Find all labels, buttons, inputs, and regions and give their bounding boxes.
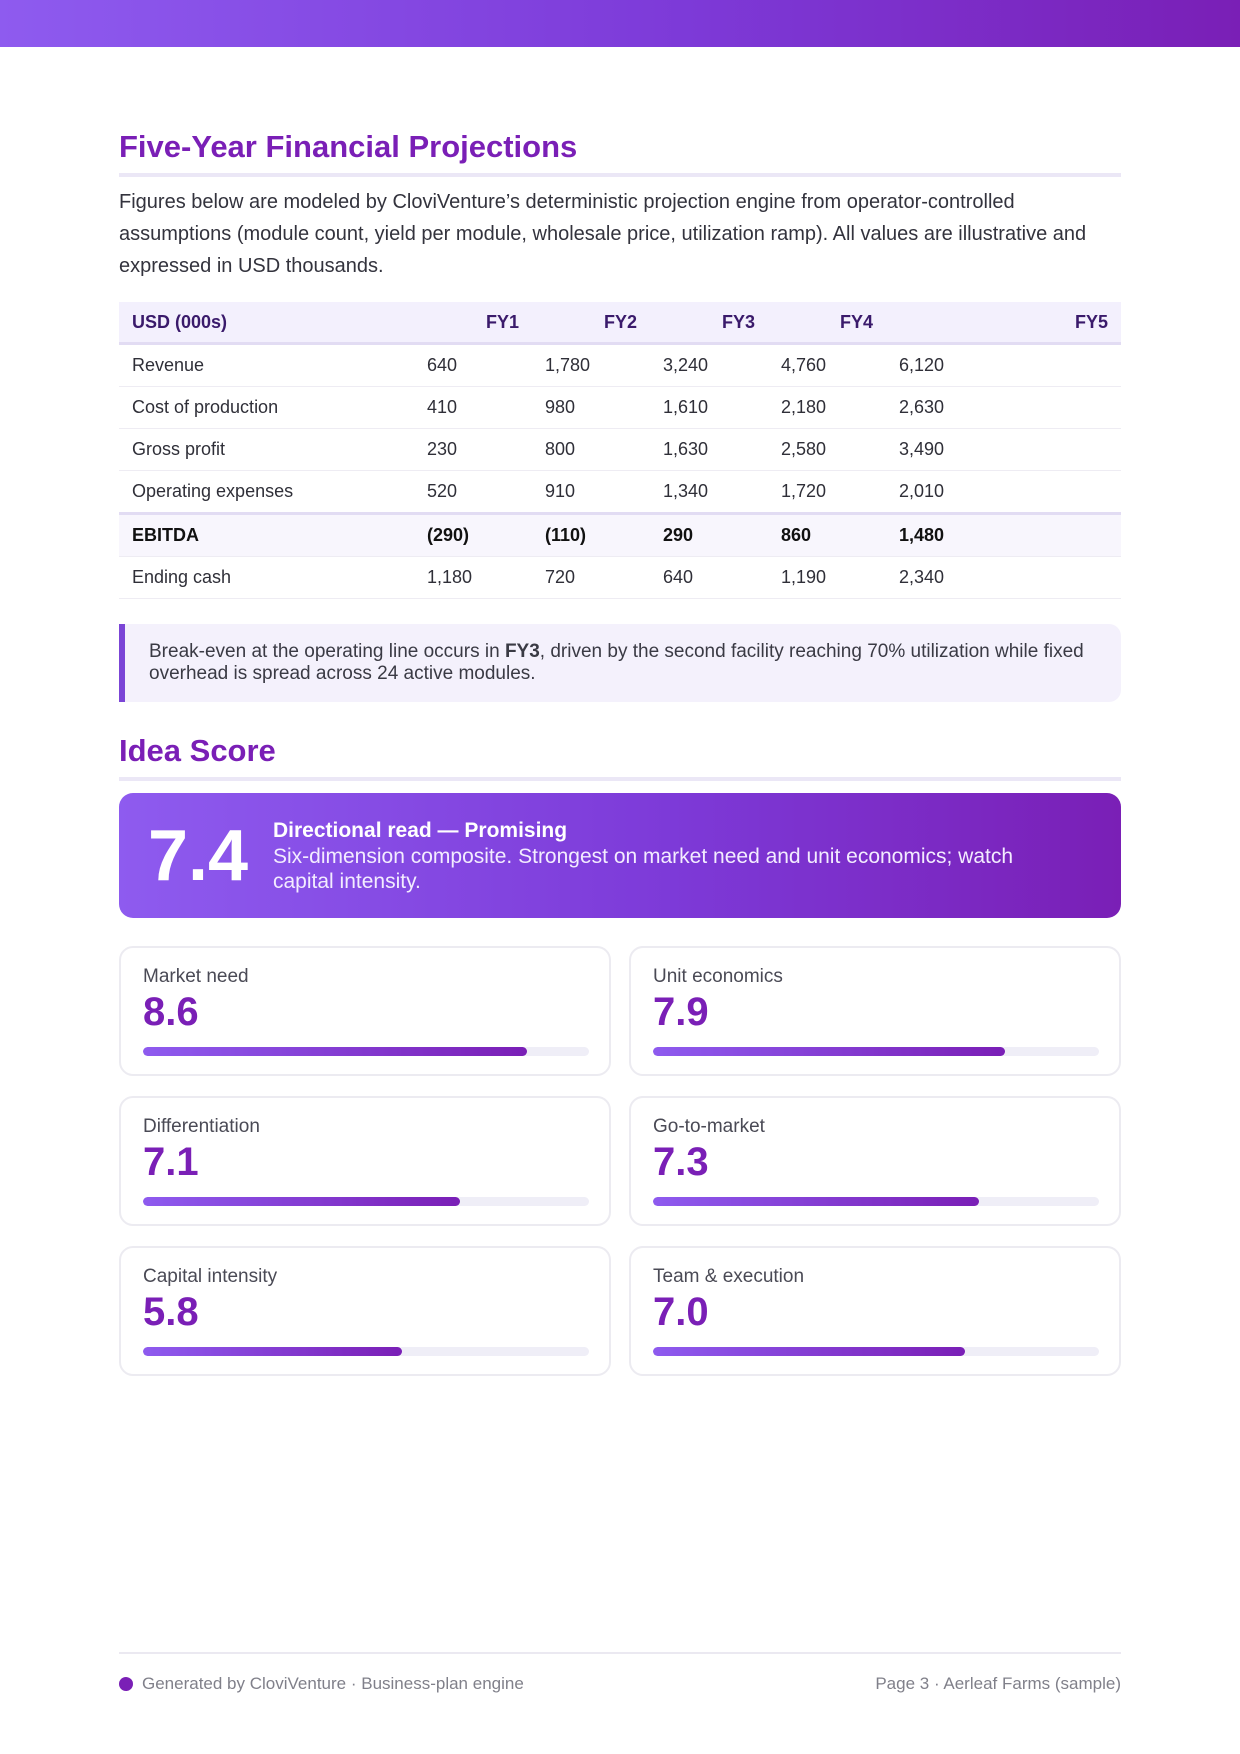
page-footer: [119, 1652, 1121, 1694]
cell-value: 6,120: [886, 344, 1121, 387]
table-row: [119, 387, 1121, 429]
table-row: [119, 557, 1121, 599]
score-bar-fill: [143, 1047, 527, 1056]
row-label: Revenue: [119, 344, 414, 387]
cell-value: 860: [768, 514, 886, 557]
overall-score-headline: Directional read — Promising: [273, 819, 568, 842]
score-bar-fill: [143, 1347, 402, 1356]
financials-intro: Figures below are modeled by CloviVenture’s deterministic projection engine from operator-controlled assumptions (module count, yield per module, wholesale price, utilization ramp). All values are illustrative and expressed in USD thousands.: [119, 191, 1087, 277]
score-bar-fill: [143, 1197, 460, 1206]
column-header-fy3: FY3: [650, 302, 768, 344]
score-card-value: 7.0: [653, 1290, 709, 1334]
score-card-value: 8.6: [143, 990, 199, 1034]
cell-value: 1,190: [768, 557, 886, 599]
column-header-fy1: FY1: [414, 302, 532, 344]
cell-value: 1,780: [532, 344, 650, 387]
overall-score-summary: Six-dimension composite. Strongest on market need and unit economics; watch capital intensity.: [273, 845, 1014, 893]
cell-value: (110): [532, 514, 650, 557]
cell-value: 640: [414, 344, 532, 387]
table-row: [119, 344, 1121, 387]
cell-value: 800: [532, 429, 650, 471]
callout-text-before: Break-even at the operating line occurs in: [149, 641, 505, 662]
callout-highlight: FY3: [504, 641, 540, 662]
cell-value: 2,340: [886, 557, 1121, 599]
score-card-value: 7.9: [653, 990, 709, 1034]
brand-dot-icon: [119, 1677, 133, 1691]
column-header-metric: USD (000s): [119, 302, 414, 344]
table-row: [119, 471, 1121, 514]
score-bar-track: [143, 1347, 589, 1356]
overall-score-banner: [119, 793, 1121, 918]
row-label: Gross profit: [119, 429, 414, 471]
score-bar-fill: [653, 1047, 1005, 1056]
score-bar-fill: [653, 1197, 979, 1206]
cell-value: 2,580: [768, 429, 886, 471]
row-label: Operating expenses: [119, 471, 414, 514]
score-bar-track: [143, 1197, 589, 1206]
footer-left: [119, 1674, 524, 1694]
overall-score-value: 7.4: [148, 816, 249, 896]
cell-value: 2,010: [886, 471, 1121, 514]
score-bar-track: [653, 1047, 1099, 1056]
score-card-value: 5.8: [143, 1290, 199, 1334]
financials-title: Five-Year Financial Projections: [119, 127, 1121, 177]
table-header-row: [119, 302, 1121, 344]
column-header-fy5: FY5: [886, 302, 1121, 344]
callout-text-after: , driven by the second facility reaching 70% utilization while fixed overhead is spread across 24 active modules.: [149, 641, 1084, 684]
row-label: EBITDA: [119, 514, 414, 557]
cell-value: 1,720: [768, 471, 886, 514]
score-card-capital-intensity: [119, 1246, 611, 1376]
cell-value: 1,630: [650, 429, 768, 471]
break-even-callout: [119, 624, 1121, 702]
score-bar-track: [143, 1047, 589, 1056]
cell-value: (290): [414, 514, 532, 557]
top-accent-band: [0, 0, 1240, 47]
column-header-fy4: FY4: [768, 302, 886, 344]
idea-score-title: Idea Score: [119, 731, 1121, 781]
cell-value: 1,610: [650, 387, 768, 429]
cell-value: 3,490: [886, 429, 1121, 471]
score-card-team-execution: [629, 1246, 1121, 1376]
row-label: Ending cash: [119, 557, 414, 599]
score-card-label: Team & execution: [653, 1266, 805, 1287]
score-card-label: Unit economics: [653, 966, 783, 987]
score-card-label: Differentiation: [143, 1116, 260, 1137]
score-card-label: Go-to-market: [653, 1116, 765, 1137]
cell-value: 410: [414, 387, 532, 429]
cell-value: 290: [650, 514, 768, 557]
financial-projections-table: [119, 302, 1121, 599]
score-card-value: 7.1: [143, 1140, 199, 1184]
cell-value: 2,630: [886, 387, 1121, 429]
cell-value: 1,340: [650, 471, 768, 514]
cell-value: 4,760: [768, 344, 886, 387]
score-card-value: 7.3: [653, 1140, 709, 1184]
cell-value: 1,480: [886, 514, 1121, 557]
score-dimensions-grid: [119, 946, 1121, 1378]
cell-value: 3,240: [650, 344, 768, 387]
row-label: Cost of production: [119, 387, 414, 429]
cell-value: 230: [414, 429, 532, 471]
score-bar-track: [653, 1347, 1099, 1356]
cell-value: 980: [532, 387, 650, 429]
cell-value: 520: [414, 471, 532, 514]
cell-value: 1,180: [414, 557, 532, 599]
score-bar-fill: [653, 1347, 965, 1356]
column-header-fy2: FY2: [532, 302, 650, 344]
table-row: [119, 429, 1121, 471]
score-card-differentiation: [119, 1096, 611, 1226]
footer-left-text: Generated by CloviVenture · Business-plan engine: [142, 1674, 524, 1693]
score-card-market-need: [119, 946, 611, 1076]
footer-right-text: Page 3 · Aerleaf Farms (sample): [875, 1674, 1121, 1693]
score-card-unit-economics: [629, 946, 1121, 1076]
score-card-label: Capital intensity: [143, 1266, 278, 1287]
cell-value: 910: [532, 471, 650, 514]
score-card-go-to-market: [629, 1096, 1121, 1226]
cell-value: 2,180: [768, 387, 886, 429]
table-row-ebitda: [119, 514, 1121, 557]
cell-value: 640: [650, 557, 768, 599]
score-bar-track: [653, 1197, 1099, 1206]
cell-value: 720: [532, 557, 650, 599]
score-card-label: Market need: [143, 966, 249, 987]
